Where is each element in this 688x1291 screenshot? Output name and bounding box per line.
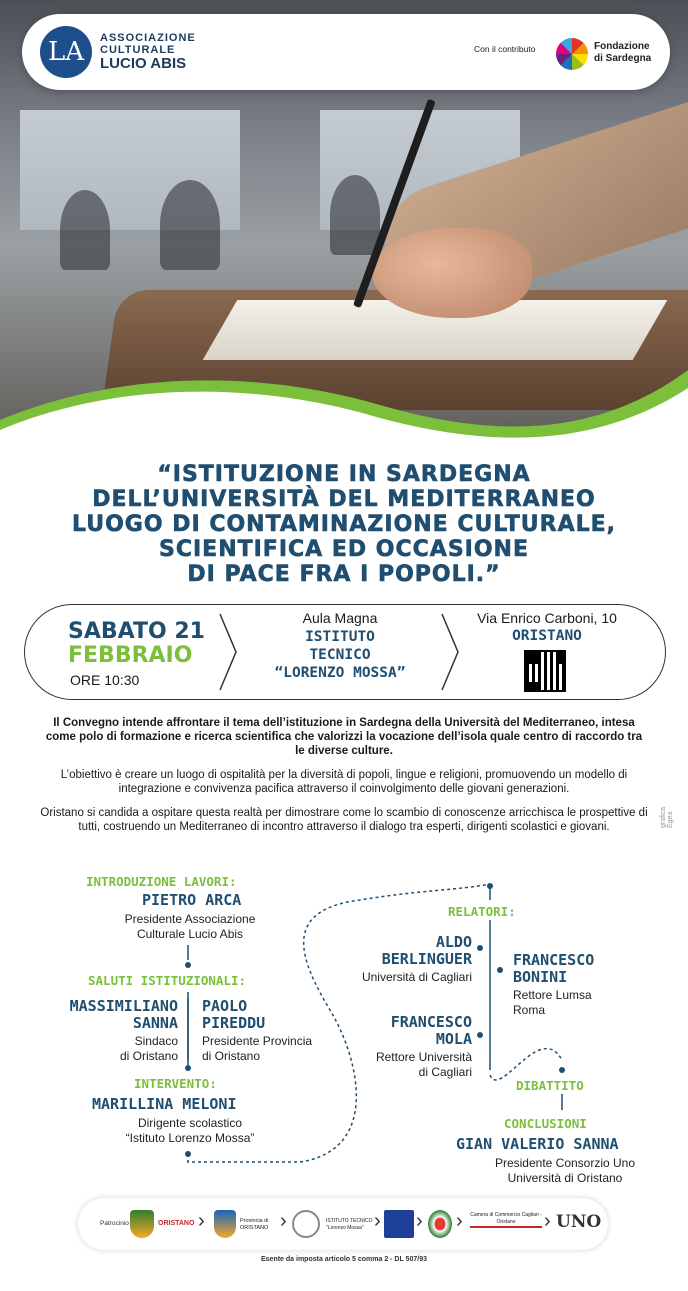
- name-line: PIREDDU: [202, 1014, 266, 1032]
- green-wave: [0, 350, 688, 460]
- name-line: FRANCESCO: [390, 1013, 472, 1031]
- name-line: MASSIMILIANO: [69, 997, 178, 1015]
- title-line3: LUOGO DI CONTAMINAZIONE CULTURALE,: [72, 512, 616, 537]
- tax-exempt-note: Esente da imposta articolo 5 comma 2 - DL 507/93: [261, 1256, 427, 1263]
- speaker-role: [100, 1116, 280, 1146]
- section-dibattito: DIBATTITO: [516, 1078, 584, 1093]
- assoc-line2: CULTURALE: [100, 44, 176, 56]
- logo-camera-commercio-text: Camera di Commercio Cagliari - Oristano: [470, 1212, 542, 1228]
- role-line: Rettore Università: [375, 1050, 472, 1064]
- role-line: Presidente Provincia: [202, 1034, 313, 1048]
- name-line: PAOLO: [202, 997, 248, 1015]
- section-saluti: SALUTI ISTITUZIONALI:: [88, 973, 247, 988]
- chevron-right-icon: ›: [280, 1210, 287, 1232]
- venue-line1: ISTITUTO: [305, 629, 375, 645]
- role-line: di Oristano: [202, 1049, 261, 1063]
- venue-address: Via Enrico Carboni, 10: [477, 610, 617, 626]
- fds-line1: Fondazione: [594, 41, 650, 52]
- speaker-name: PIETRO ARCA: [142, 891, 242, 909]
- speaker-role: [202, 1034, 312, 1064]
- event-time: ORE 10:30: [70, 672, 140, 688]
- student-silhouette: [160, 180, 220, 270]
- logo-istituto-text: ISTITUTO TECNICO "Lorenzo Mossa": [326, 1218, 373, 1231]
- title-line4: SCIENTIFICA ED OCCASIONE: [159, 537, 529, 562]
- logo-oristano-text: ORISTANO: [158, 1220, 195, 1227]
- speaker-name: [346, 934, 472, 968]
- chevron-right-icon: [218, 612, 238, 692]
- assoc-line3: LUCIO ABIS: [100, 55, 187, 72]
- venue-room: Aula Magna: [302, 610, 378, 626]
- venue-line2: TECNICO: [309, 647, 371, 663]
- speaker-role: Università di Cagliari: [361, 970, 472, 984]
- contribution-label: Con il contributo: [474, 44, 536, 54]
- description-paragraph-3: Oristano si candida a ospitare questa realtà per dimostrare come lo scambio di conoscenze arricchisca le prospettive di tutti, costruendo un Mediterraneo di incontro attraverso il dialogo tra esperti, dirigenti scolastici e giovani.: [40, 807, 648, 833]
- student-silhouette: [330, 175, 380, 255]
- patronage-label: Patrocinio: [100, 1220, 129, 1227]
- lucio-abis-logo: LA: [40, 26, 92, 78]
- role-line: Roma: [513, 1003, 546, 1017]
- chevron-right-icon: ›: [544, 1210, 551, 1232]
- name-line: ALDO: [435, 933, 472, 951]
- role-line: Sindaco: [134, 1034, 178, 1048]
- fondazione-sardegna-name: [594, 41, 651, 65]
- italian-emblem-icon: [428, 1210, 452, 1238]
- chevron-right-icon: [440, 612, 460, 692]
- oristano-coat-of-arms-icon: [130, 1210, 154, 1238]
- speaker-role: [115, 912, 265, 942]
- event-day: SABATO 21: [68, 619, 205, 644]
- association-name: [100, 32, 196, 72]
- eu-flag-icon: [384, 1210, 414, 1238]
- role-line: “Istituto Lorenzo Mossa”: [125, 1131, 255, 1145]
- name-line: SANNA: [132, 1014, 178, 1032]
- event-month: FEBBRAIO: [68, 643, 193, 668]
- name-line: BERLINGUER: [381, 950, 472, 968]
- speaker-name: [26, 998, 178, 1032]
- role-line: Rettore Lumsa: [513, 988, 592, 1002]
- role-line: Dirigente scolastico: [137, 1116, 243, 1130]
- role-line: Culturale Lucio Abis: [136, 927, 244, 941]
- istituto-seal-icon: [292, 1210, 320, 1238]
- venue-line3: “LORENZO MOSSA”: [274, 665, 406, 681]
- role-line: di Oristano: [119, 1049, 178, 1063]
- assoc-line1: ASSOCIAZIONE: [100, 32, 196, 44]
- role-line: Presidente Associazione: [124, 912, 256, 926]
- event-title: [20, 462, 668, 587]
- writing-hand: [372, 228, 532, 318]
- speaker-name: MARILLINA MELONI: [92, 1095, 237, 1113]
- title-line5: DI PACE FRA I POPOLI.”: [187, 562, 501, 587]
- fds-line2: di Sardegna: [594, 53, 652, 64]
- name-line: BONINI: [513, 968, 568, 986]
- section-intervento: INTERVENTO:: [134, 1076, 217, 1091]
- speaker-role: [60, 1034, 178, 1064]
- logo-provincia-text: Provincia di ORISTANO: [240, 1218, 269, 1231]
- speaker-role: [330, 1050, 472, 1080]
- fondazione-sardegna-logo: [556, 38, 588, 70]
- speaker-role: [513, 988, 592, 1018]
- section-conclusioni: CONCLUSIONI: [504, 1116, 587, 1131]
- speaker-name: [202, 998, 265, 1032]
- title-line1: “ISTITUZIONE IN SARDEGNA: [157, 462, 531, 487]
- event-date: [68, 620, 205, 668]
- section-relatori: RELATORI:: [448, 904, 516, 919]
- speaker-role: [470, 1156, 660, 1186]
- qr-code-icon[interactable]: [524, 650, 566, 692]
- speaker-name: GIAN VALERIO SANNA: [456, 1135, 619, 1153]
- role-line: Presidente Consorzio Uno: [494, 1156, 636, 1170]
- speaker-name: [513, 952, 594, 986]
- description-paragraph-2: L’obiettivo è creare un luogo di ospitalità per la diversità di popoli, lingue e religioni, promuovendo un modello di integrazione e convivenza pacifica attraverso il coinvolgimento delle giovani generazioni.: [60, 769, 628, 795]
- name-line: FRANCESCO: [513, 951, 595, 969]
- chevron-right-icon: ›: [198, 1210, 205, 1232]
- speaker-name: [346, 1014, 472, 1048]
- chevron-right-icon: ›: [416, 1210, 423, 1232]
- credit-text: grafica Egea: [660, 806, 674, 828]
- venue-name: [240, 628, 440, 682]
- role-line: di Cagliari: [418, 1065, 472, 1079]
- section-introduzione: INTRODUZIONE LAVORI:: [86, 874, 237, 889]
- title-line2: DELL’UNIVERSITÀ DEL MEDITERRANEO: [92, 487, 596, 512]
- chevron-right-icon: ›: [456, 1210, 463, 1232]
- name-line: MOLA: [435, 1030, 472, 1048]
- role-line: Università di Oristano: [507, 1171, 623, 1185]
- student-silhouette: [60, 190, 110, 270]
- provincia-coat-of-arms-icon: [214, 1210, 236, 1238]
- venue-city: ORISTANO: [512, 628, 582, 644]
- chevron-right-icon: ›: [374, 1210, 381, 1232]
- description-paragraph-1: Il Convegno intende affrontare il tema dell’istituzione in Sardegna della Università del Mediterraneo, intesa come polo di formazione e ricerca scientifica che valorizzi la vocazione dell’isola quale centro di raccordo tra le diverse culture.: [45, 717, 643, 757]
- logo-uno-text: UNO: [556, 1212, 602, 1232]
